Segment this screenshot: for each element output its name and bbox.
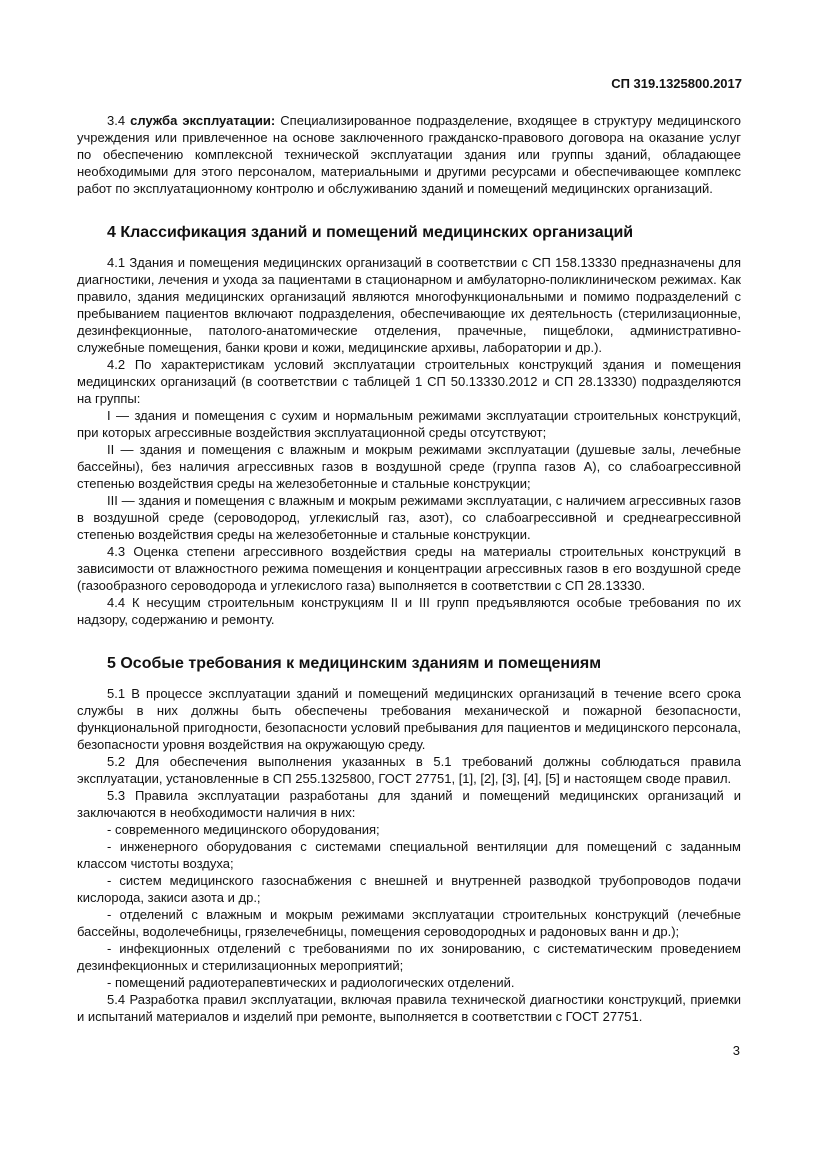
clause-number: 3.4 bbox=[107, 113, 131, 128]
list-item: - отделений с влажным и мокрым режимами эксплуатации строительных конструкций (лечебные бассейны, водолечебницы, грязелечебницы, помещения сероводородных и радоновых ванн и др.); bbox=[77, 907, 741, 939]
list-item: - инфекционных отделений с требованиями по их зонированию, с систематическим проведением дезинфекционных и стерилизационных мероприятий; bbox=[77, 941, 741, 973]
list-item: - систем медицинского газоснабжения с внешней и внутренней разводкой трубопроводов подачи кислорода, закиси азота и др.; bbox=[77, 873, 741, 905]
definition-3-4 bbox=[77, 112, 741, 197]
defined-term: служба эксплуатации: bbox=[130, 113, 276, 128]
group-i: I — здания и помещения с сухим и нормальным режимами эксплуатации строительных конструкций, при которых агрессивные воздействия эксплуатационной среды отсутствуют; bbox=[77, 408, 741, 440]
definition-text: Специализированное подразделение, входящее в структуру медицинского учреждения или привлеченное на основе заключенного гражданско-правового договора на оказание услуг по обеспечению комплексной технической эксплуатации здания или группы зданий, обладающее необходимыми для этого персоналом, материальными и другими ресурсами и обеспечивающее комплекс работ по эксплуатационному контролю и обслуживанию зданий и помещений медицинских организаций. bbox=[77, 113, 742, 196]
paragraph-5-4: 5.4 Разработка правил эксплуатации, включая правила технической диагностики конструкций, приемки и испытаний материалов и изделий при ремонте, выполняется в соответствии с ГОСТ 27751. bbox=[77, 992, 741, 1024]
group-ii: II — здания и помещения с влажным и мокрым режимами эксплуатации (душевые залы, лечебные бассейны), без наличия агрессивных газов в воздушной среде (группа газов А), со слабоагрессивной степенью воздействия среды на железобетонные и стальные конструкции; bbox=[77, 442, 741, 491]
paragraph-5-2: 5.2 Для обеспечения выполнения указанных в 5.1 требований должны соблюдаться правила эксплуатации, установленные в СП 255.1325800, ГОСТ 27751, [1], [2], [3], [4], [5] и настоящем своде правил. bbox=[77, 754, 741, 786]
group-iii: III — здания и помещения с влажным и мокрым режимами эксплуатации, с наличием агрессивных газов в воздушной среде (сероводород, углекислый газ, азот), со слабоагрессивной и среднеагрессивной степенью воздействия среды на железобетонные и стальные конструкции. bbox=[77, 493, 741, 542]
paragraph-4-1: 4.1 Здания и помещения медицинских организаций в соответствии с СП 158.13330 предназначены для диагностики, лечения и ухода за пациентами в стационарном и амбулаторно-поликлиническом режимах. Как правило, здания медицинских организаций являются многофункциональными и помимо подразделений с пребыванием пациентов включают подразделения, обеспечивающие их деятельность (стерилизационные, дезинфекционные, патолого-анатомические отделения, прачечные, пищеблоки, административно-служебные помещения, банки крови и кожи, медицинские архивы, лаборатории и др.). bbox=[77, 255, 741, 355]
section-heading-4: 4 Классификация зданий и помещений медицинских организаций bbox=[107, 224, 634, 241]
section-heading-5: 5 Особые требования к медицинским зданиям и помещениям bbox=[107, 655, 602, 672]
list-item: - помещений радиотерапевтических и радиологических отделений. bbox=[107, 975, 515, 990]
paragraph-4-4: 4.4 К несущим строительным конструкциям II и III групп предъявляются особые требования по их надзору, содержанию и ремонту. bbox=[77, 595, 741, 627]
page-number: 3 bbox=[732, 1043, 740, 1058]
paragraph-4-2: 4.2 По характеристикам условий эксплуатации строительных конструкций здания и помещения медицинских организаций (в соответствии с таблицей 1 СП 50.13330.2012 и СП 28.13330) подразделяются на группы: bbox=[77, 357, 741, 406]
paragraph-5-1: 5.1 В процессе эксплуатации зданий и помещений медицинских организаций в течение всего срока службы в них должны быть обеспечены требования механической и пожарной безопасности, функциональной пригодности, безопасности условий пребывания для пациентов и медицинского персонала, безопасности уровня воздействия на окружающую среду. bbox=[77, 686, 741, 752]
document-code: СП 319.1325800.2017 bbox=[611, 76, 742, 91]
page-body bbox=[77, 112, 741, 1025]
paragraph-4-3: 4.3 Оценка степени агрессивного воздействия среды на материалы строительных конструкций в зависимости от влажностного режима помещения и концентрации агрессивных газов в его воздушной среде (газообразного сероводорода и углекислого газа) выполняется в соответствии с СП 28.13330. bbox=[77, 544, 741, 593]
paragraph-5-3: 5.3 Правила эксплуатации разработаны для зданий и помещений медицинских организаций и заключаются в необходимости наличия в них: bbox=[77, 788, 741, 820]
list-item: - современного медицинского оборудования; bbox=[107, 822, 380, 837]
list-item: - инженерного оборудования с системами специальной вентиляции для помещений с заданным классом чистоты воздуха; bbox=[77, 839, 741, 871]
